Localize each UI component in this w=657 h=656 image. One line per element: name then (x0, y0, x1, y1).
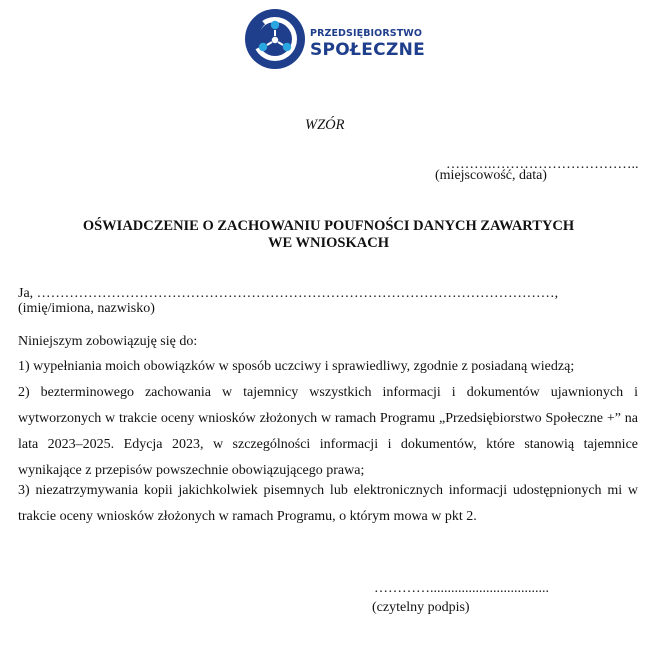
intro-text: Niniejszym zobowiązuję się do: (18, 334, 198, 349)
logo-text-top: PRZEDSIĘBIORSTWO (310, 28, 423, 39)
signature-label: (czytelny podpis) (372, 600, 470, 615)
template-marker: WZÓR (305, 117, 345, 133)
logo-emblem-icon (244, 8, 306, 70)
declarant-name-label: (imię/imiona, nazwisko) (18, 301, 155, 316)
obligation-1: 1) wypełniania moich obowiązków w sposób uczciwy i sprawiedliwy, zgodnie z posiadaną wiedzą; (18, 359, 575, 374)
logo (244, 8, 424, 72)
obligation-3: 3) niezatrzymywania kopii jakichkolwiek pisemnych lub elektronicznych informacji udostępnionych mi w trakcie oceny wniosków złożonych w ramach Programu, o którym mowa w pkt 2. (18, 483, 638, 524)
obligation-2: 2) bezterminowego zachowania w tajemnicy wszystkich informacji i dokumentów ujawnionych i wytworzonych w trakcie oceny wniosków złożonych w ramach Programu „Przedsiębiorstwo Społeczne +” na lata 2023–2025. Edycja 2023, w szczególności informacji i dokumentów, które stanowią tajemnice wynikające z przepisów powszechnie obowiązującego prawa; (18, 385, 638, 478)
document-title-line-2: WE WNIOSKACH (268, 235, 389, 251)
document-title-line-1: OŚWIADCZENIE O ZACHOWANIU POUFNOŚCI DANYCH ZAWARTYCH (82, 218, 575, 234)
logo-text-bottom: SPOŁECZNE (310, 40, 426, 60)
declarant-name-field: Ja, …………………………………………………………………………………………………, (18, 286, 559, 301)
place-date-label: (miejscowość, data) (435, 168, 547, 183)
signature-field: ………….................................. (374, 581, 549, 596)
place-date-field: ……….………………………….. (446, 157, 639, 172)
document-title (0, 218, 657, 252)
